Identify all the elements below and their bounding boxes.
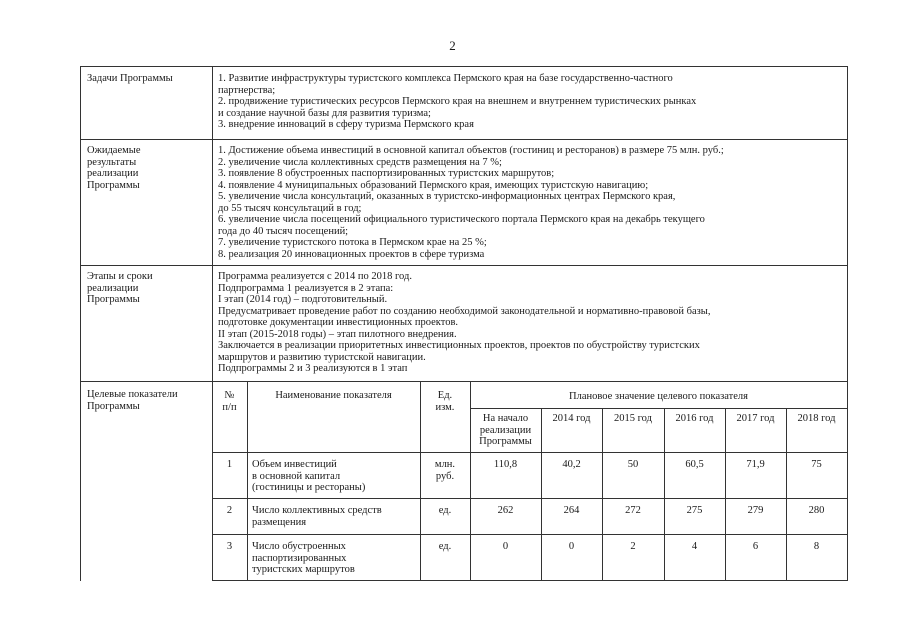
header-start: На начало реализации Программы — [479, 413, 532, 447]
page-number: 2 — [449, 38, 456, 53]
header-year-2017: 2017 год — [736, 413, 775, 424]
stages-content: Программа реализуется с 2014 по 2018 год. Подпрограмма 1 реализуется в 2 этапа: I этап (2014 год) – подготовительный. Предусматривает проведение работ по созданию необходимой законодательной и нормативно-правовой базы, подготовке документации инвестиционных проектов. II этап (2015-2018 годы) – этап пилотного внедрения. Заключается в реализации приоритетных инвестиционных проектов, проектов по обустройству туристских маршрутов и развитию туристской навигации. Подпрограммы 2 и 3 реализуются в 1 этап — [218, 271, 711, 374]
indicators-label: Целевые показатели Программы — [87, 389, 178, 412]
header-year-2015: 2015 год — [614, 413, 652, 424]
header-year-2014: 2014 год — [552, 413, 591, 424]
tasks-label: Задачи Программы — [87, 73, 173, 84]
header-name: Наименование показателя — [275, 390, 392, 401]
header-year-2018: 2018 год — [797, 413, 836, 424]
header-planned: Плановое значение целевого показателя — [569, 391, 748, 402]
header-num: № п/п — [222, 390, 237, 413]
header-unit: Ед. изм. — [435, 390, 455, 413]
stages-label: Этапы и сроки реализации Программы — [87, 271, 153, 305]
results-content: 1. Достижение объема инвестиций в основной капитал объектов (гостиниц и ресторанов) в размере 75 млн. руб.; 2. увеличение числа коллективных средств размещения на 7 %; 3. появление 8 обустроенных паспортизированных туристских маршрутов; 4. появление 4 муниципальных образований Пермского края, имеющих туристскую навигацию; 5. увеличение числа консультаций, оказанных в туристско-информационных центрах Пермского края, до 55 тысяч консультаций в год; 6. увеличение числа посещений официального туристического портала Пермского края на декабрь текущего года до 40 тысяч посещений; 7. увеличение туристского потока в Пермском крае на 25 %; 8. реализация 20 инновационных проектов в сфере туризма — [218, 145, 724, 260]
header-year-2016: 2016 год — [675, 413, 714, 424]
tasks-content: 1. Развитие инфраструктуры туристского комплекса Пермского края на базе государственно-частного партнерства; 2. продвижение туристических ресурсов Пермского края на внешнем и внутреннем туристических рынках и создание научной базы для развития туризма; 3. внедрение инноваций в сферу туризма Пермского края — [218, 73, 697, 130]
results-label: Ожидаемые результаты реализации Программы — [87, 145, 141, 191]
